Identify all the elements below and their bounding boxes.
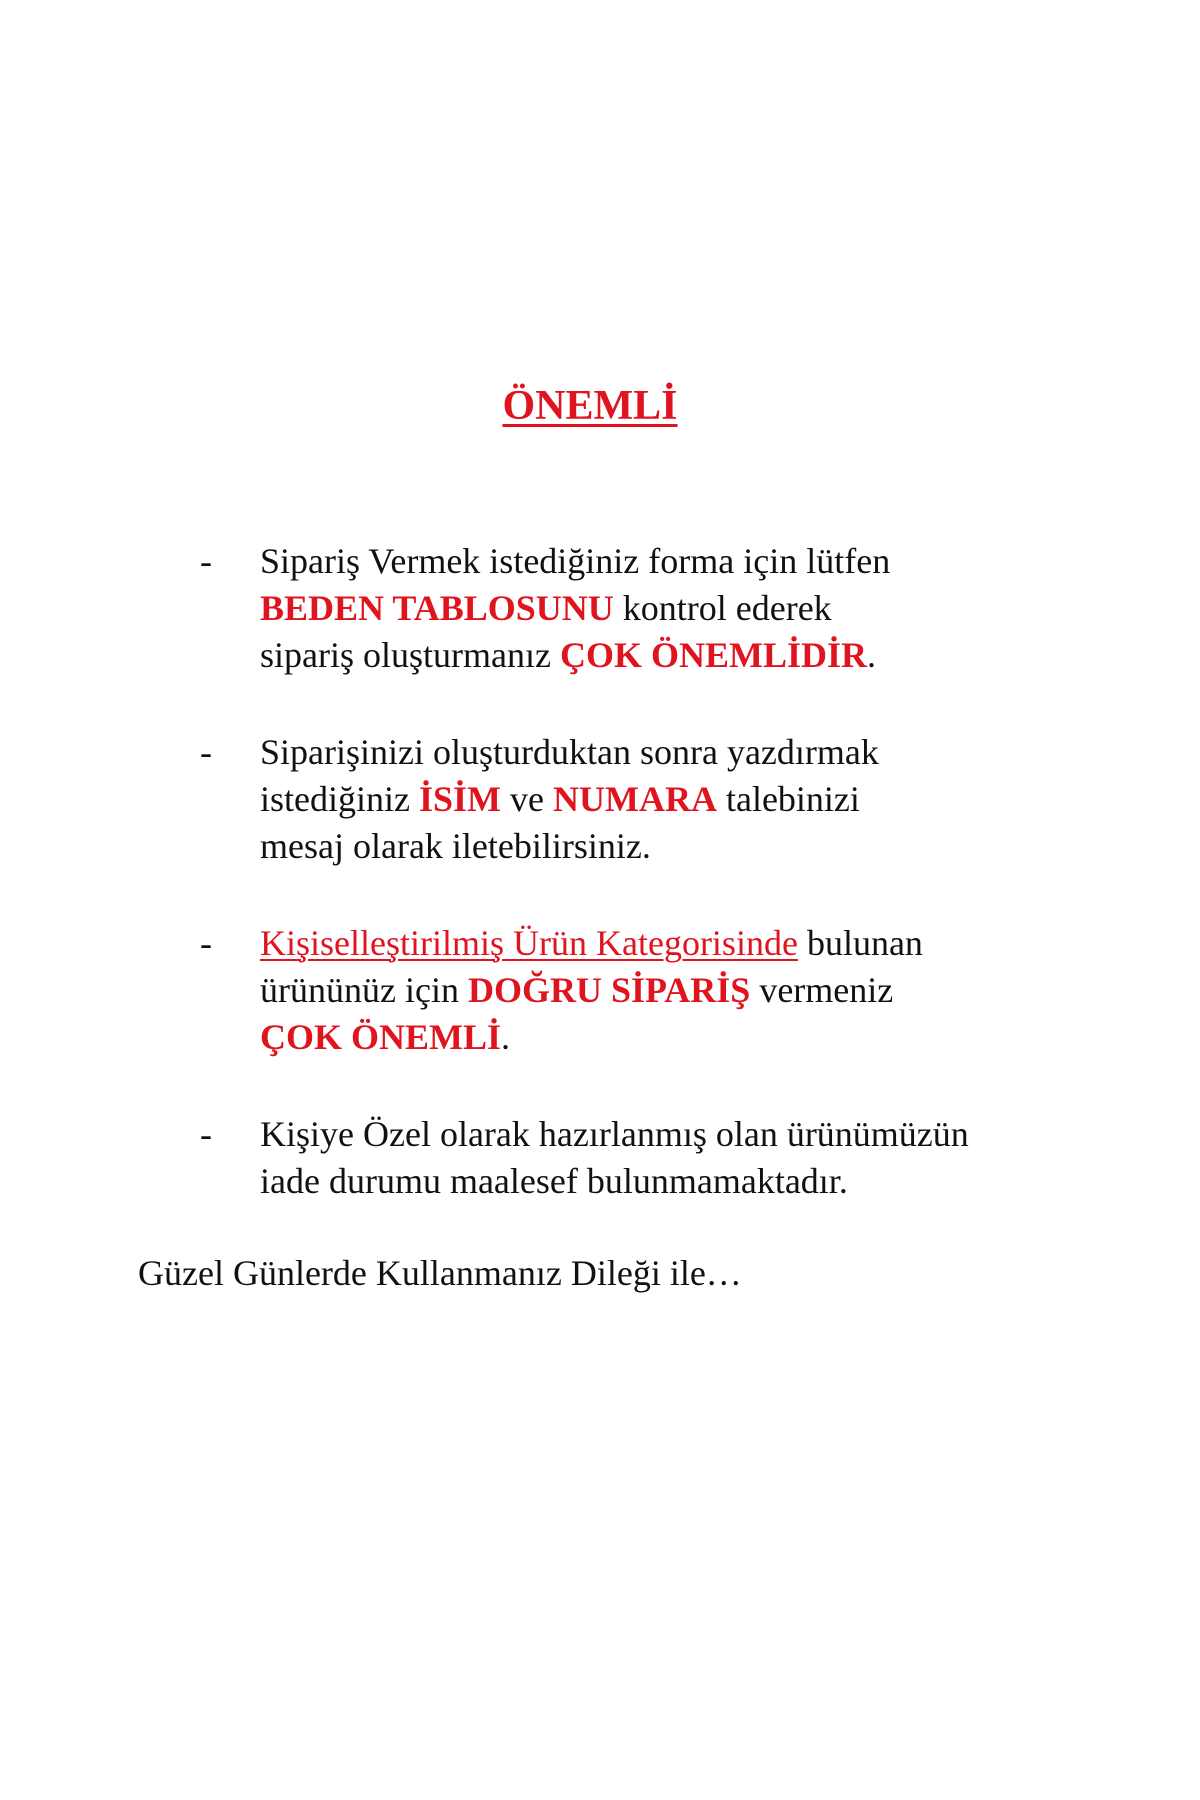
closing-text: Güzel Günlerde Kullanmanız Dileği ile… [138,1253,742,1293]
item-text: Sipariş Vermek istediğiniz forma için lütfen [260,541,891,581]
item-text: sipariş oluşturmanız [260,635,560,675]
list-item-text [260,1111,1120,1205]
item-text: kontrol ederek [613,588,832,628]
item-line [260,776,1120,823]
page-title: ÖNEMLİ [502,383,678,429]
bullet-dash: - [200,1114,212,1154]
item-line [260,1111,1120,1158]
item-line [260,585,1120,632]
emphasis-text: BEDEN TABLOSUNU [260,588,614,628]
list-item [0,729,1200,870]
item-text: ürününüz için [260,970,468,1010]
bullet-dash: - [200,923,212,963]
list-item [0,920,1200,1061]
item-text: iade durumu maalesef bulunmamaktadır. [260,1161,848,1201]
item-text: bulunan [797,923,923,963]
emphasis-text: ÇOK ÖNEMLİDİR [559,635,867,675]
emphasis-text: İSİM [418,779,502,819]
item-line [260,967,1120,1014]
item-text: Siparişinizi oluşturduktan sonra yazdırmak [260,732,879,772]
item-line [260,823,1120,870]
item-text: ve [501,779,553,819]
item-text: . [501,1017,511,1057]
item-text: mesaj olarak iletebilirsiniz. [260,826,651,866]
bullet-dash: - [200,541,212,581]
item-text: istediğiniz [260,779,419,819]
item-text: Kişiye Özel olarak hazırlanmış olan ürünümüzün [260,1114,969,1154]
item-line [260,920,1120,967]
item-line [260,1158,1120,1205]
emphasis-text: DOĞRU SİPARİŞ [467,970,751,1010]
list-item-text [260,729,1120,870]
item-line [260,538,1120,585]
bullet-dash: - [200,732,212,772]
list-item [0,538,1200,679]
list-item [0,1111,1200,1205]
item-line [260,632,1120,679]
notice-list [0,538,1200,1255]
item-text: . [866,635,876,675]
list-item-text [260,920,1120,1061]
emphasis-text: ÇOK ÖNEMLİ [260,1017,502,1057]
list-item-text [260,538,1120,679]
item-text: talebinizi [716,779,860,819]
item-line [260,1014,1120,1061]
item-text: vermeniz [750,970,894,1010]
item-line [260,729,1120,776]
category-link[interactable]: Kişiselleştirilmiş Ürün Kategorisinde [260,923,798,963]
emphasis-text: NUMARA [553,779,717,819]
